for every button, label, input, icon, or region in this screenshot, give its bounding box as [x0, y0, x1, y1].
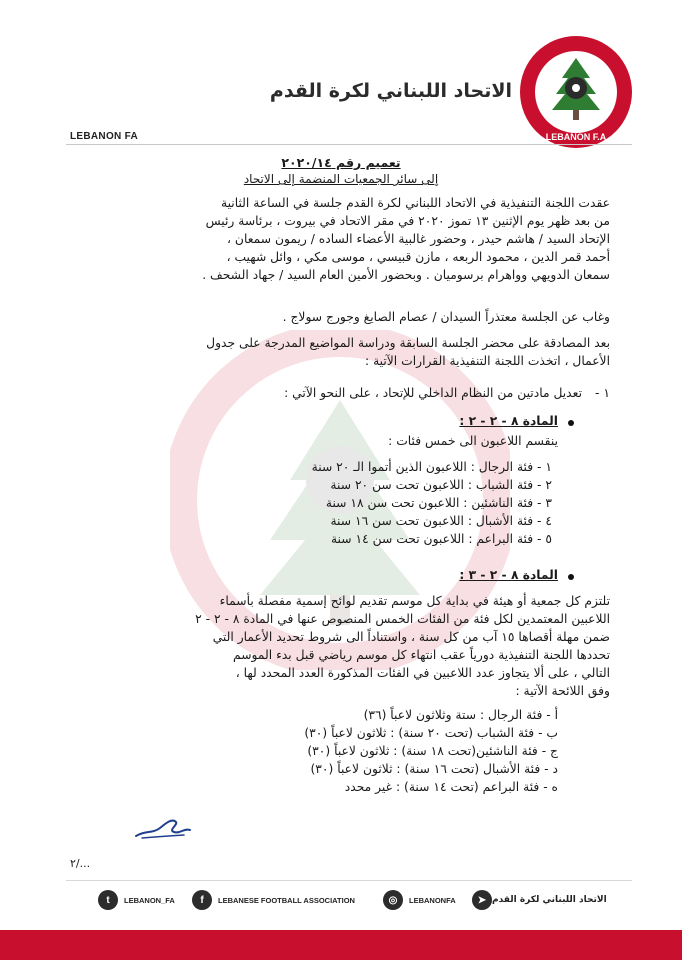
instagram-icon: ◎: [383, 890, 403, 910]
article-a-intro: ينقسم اللاعبون الى خمس فئات :: [388, 434, 558, 448]
brand-en: LEBANON FA: [70, 131, 138, 142]
federation-name: الاتحاد اللبناني لكرة القدم: [269, 80, 512, 102]
category-item: ٣ - فئة الناشئين : اللاعبون تحت سن ١٨ سنة: [325, 496, 552, 510]
intro-line: الإتحاد السيد / هاشم حيدر ، وحضور غالبية الأعضاء الساده / ريمون سمعان ،: [227, 232, 610, 246]
footer-telegram[interactable]: [472, 889, 613, 911]
article-b-line: تحددها اللجنة التنفيذية دورياً عقب انتهاء كل موسم رياضي قبل بدء الموسم: [233, 648, 610, 662]
facebook-icon: f: [192, 890, 212, 910]
footer-instagram[interactable]: [383, 889, 456, 911]
article-b-heading: المادة ٨ - ٢ - ٣ :: [459, 568, 558, 582]
intro-line: سمعان الدويهي وواهرام برسوميان . وبحضور الأمين العام السيد / جهاد الشحف .: [202, 268, 610, 282]
article-b-line: اللاعبين المعتمدين لكل فئة من الفئات الخمس المنصوص عنها في المادة ٨ - ٢ - ٢: [195, 612, 610, 626]
bullet: [568, 574, 574, 580]
item1-number: ١ -: [595, 386, 610, 400]
footer-divider: [66, 880, 632, 881]
facebook-handle: LEBANESE FOOTBALL ASSOCIATION: [218, 895, 355, 905]
category-item: ٥ - فئة البراعم : اللاعبون تحت سن ١٤ سنة: [330, 532, 552, 546]
telegram-icon: ➤: [472, 890, 492, 910]
footer-twitter[interactable]: [98, 889, 175, 911]
intro-line: أحمد قمر الدين ، محمود الربعه ، مازن قبيسي ، موسى مكي ، وائل شهيب ،: [226, 250, 610, 264]
signature: [132, 808, 194, 842]
header-divider: [66, 144, 632, 145]
footer-facebook[interactable]: [192, 889, 355, 911]
quota-item: أ - فئة الرجال : ستة وثلاثون لاعباً (٣٦): [363, 708, 558, 722]
article-b-line: وفق اللائحة الآتية :: [515, 684, 610, 698]
intro-line: عقدت اللجنة التنفيذية في الاتحاد اللبناني لكرة القدم جلسة في الساعة الثانية: [221, 196, 610, 210]
quota-item: د - فئة الأشبال (تحت ١٦ سنة) : ثلاثون لاعباً (٣٠): [310, 762, 558, 776]
quota-item: ج - فئة الناشئين(تحت ١٨ سنة) : ثلاثون لاعباً (٣٠): [307, 744, 558, 758]
logo-bottom-text: LEBANON F.A: [545, 132, 607, 142]
bullet: [568, 420, 574, 426]
quota-item: ه - فئة البراعم (تحت ١٤ سنة) : غير محدد: [344, 780, 558, 794]
article-a-heading: المادة ٨ - ٢ - ٢ :: [459, 414, 558, 428]
telegram-handle: الاتحاد اللبناني لكرة القدم: [492, 895, 607, 905]
category-item: ٢ - فئة الشباب : اللاعبون تحت سن ٢٠ سنة: [330, 478, 552, 492]
footer-band: [0, 930, 682, 960]
instagram-handle: LEBANONFA: [409, 895, 456, 905]
approval-line: بعد المصادقة على محضر الجلسة السابقة ودراسة المواضيع المدرجة على جدول: [206, 336, 610, 350]
article-b-line: التالي ، على ألا يتجاوز عدد اللاعبين في الفئات المذكورة العدد المحدد لها ،: [235, 666, 610, 680]
item1-text: تعديل مادتين من النظام الداخلي للإتحاد ، على النحو الآتي :: [284, 386, 582, 400]
circular-title: تعميم رقم ٢٠٢٠/١٤: [281, 155, 401, 170]
lebanon-fa-logo: [518, 34, 634, 150]
category-item: ٤ - فئة الأشبال : اللاعبون تحت سن ١٦ سنة: [330, 514, 552, 528]
twitter-handle: LEBANON_FA: [124, 895, 175, 905]
category-item: ١ - فئة الرجال : اللاعبون الذين أتموا الـ ٢٠ سنة: [311, 460, 552, 474]
twitter-icon: t: [98, 890, 118, 910]
intro-line: من بعد ظهر يوم الإثنين ١٣ تموز ٢٠٢٠ في مقر الاتحاد في بيروت ، برئاسة رئيس: [205, 214, 610, 228]
approval-line: الأعمال ، اتخذت اللجنة التنفيذية القرارات الآتية :: [365, 354, 610, 368]
quota-item: ب - فئة الشباب (تحت ٢٠ سنة) : ثلاثون لاعباً (٣٠): [304, 726, 558, 740]
article-b-line: تلتزم كل جمعية أو هيئة في بداية كل موسم تقديم لوائح إسمية مفصلة بأسماء: [219, 594, 610, 608]
article-b-line: ضمن مهلة أقصاها ١٥ آب من كل سنة ، واستناداً الى شروط تحديد الأعمار التي: [212, 630, 610, 644]
absent-line: وغاب عن الجلسة معتذراً السيدان / عصام الصايغ وجورج سولاج .: [282, 310, 610, 324]
page-number: ٢/...: [70, 857, 91, 870]
circular-addressee: إلى سائر الجمعيات المنضمة إلى الاتحاد: [243, 172, 439, 186]
